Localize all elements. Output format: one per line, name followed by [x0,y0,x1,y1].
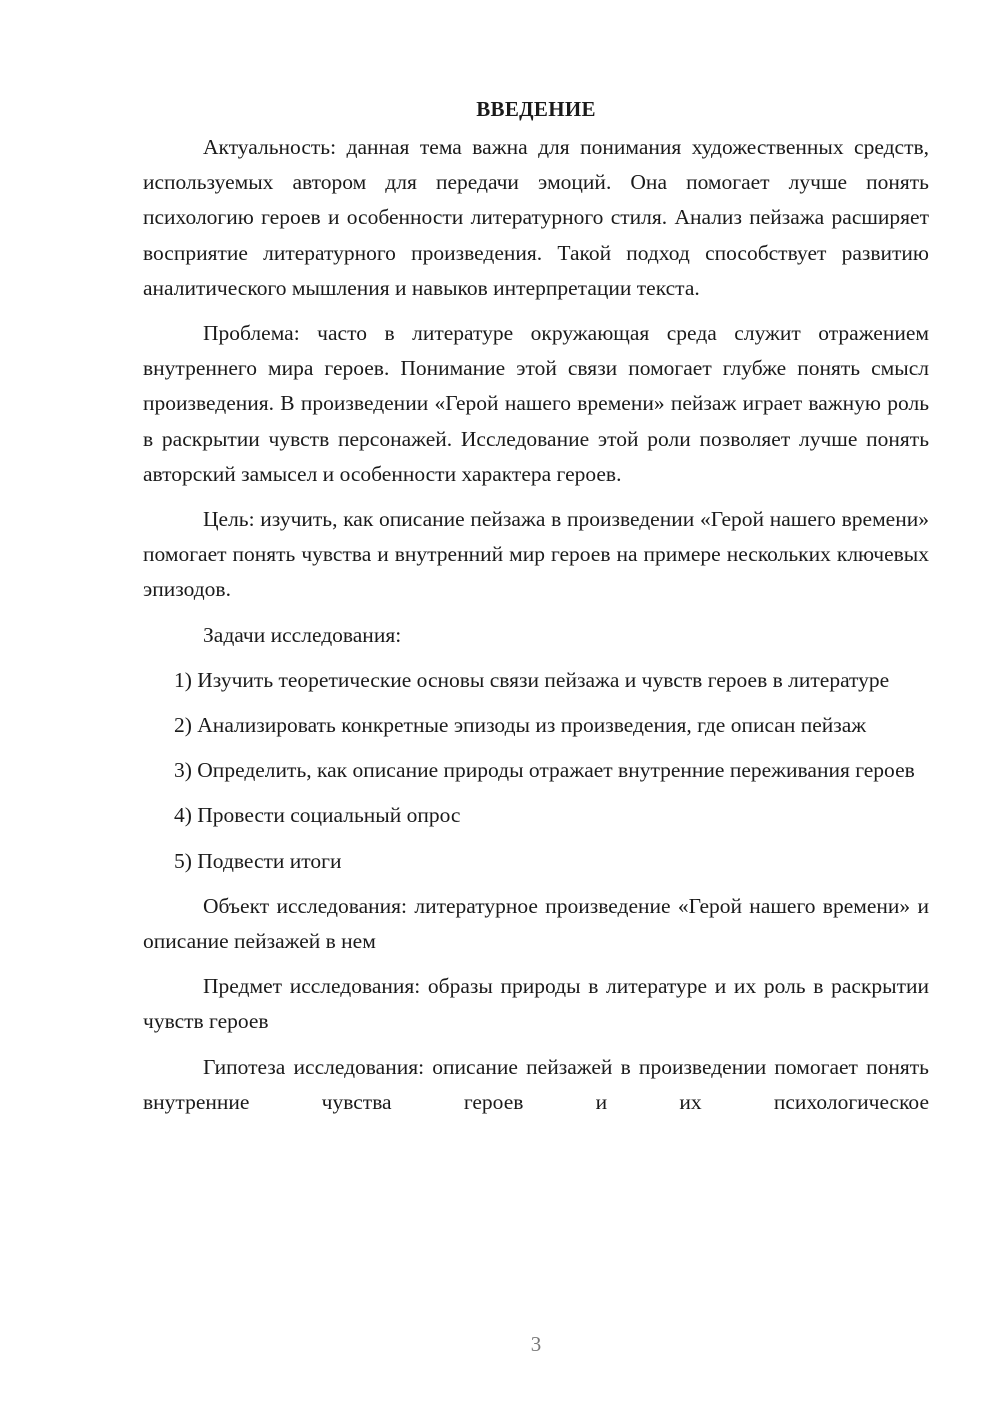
problem-paragraph: Проблема: часто в литературе окружающая среда служит отражением внутреннего мира героев. Понимание этой связи помогает глубже понять смысл произведения. В произведении «Герой нашего времени» пейзаж играет важную роль в раскрытии чувств персонажей. Исследование этой роли позволяет лучше понять авторский замысел и особенности характера героев. [143,321,929,486]
object-paragraph: Объект исследования: литературное произведение «Герой нашего времени» и описание пейзажей в нем [143,893,929,954]
task-item-1: 1) Изучить теоретические основы связи пейзажа и чувств героев в литературе [174,667,890,692]
page-title: ВВЕДЕНИЕ [476,97,596,121]
task-item-5: 5) Подвести итоги [174,848,342,873]
task-item-2: 2) Анализировать конкретные эпизоды из произведения, где описан пейзаж [174,713,867,738]
subject-paragraph: Предмет исследования: образы природы в литературе и их роль в раскрытии чувств героев [143,974,929,1034]
tasks-heading: Задачи исследования: [203,622,402,647]
page-number: 3 [530,1332,542,1356]
relevance-paragraph: Актуальность: данная тема важна для понимания художественных средств, используемых автором для передачи эмоций. Она помогает лучше понять психологию героев и особенности литературного стиля. Анализ пейзажа расширяет восприятие литературного произведения. Такой подход способствует развитию аналитического мышления и навыков интерпретации текста. [143,135,929,300]
task-item-3: 3) Определить, как описание природы отражает внутренние переживания героев [174,758,915,783]
goal-paragraph: Цель: изучить, как описание пейзажа в произведении «Герой нашего времени» помогает понять чувства и внутренний мир героев на примере нескольких ключевых эпизодов. [143,507,929,602]
task-item-4: 4) Провести социальный опрос [174,803,461,828]
hypothesis-paragraph: Гипотеза исследования: описание пейзажей в произведении помогает понять внутренние чувства героев и их психологическое [143,1054,929,1114]
document-page [143,92,929,1130]
